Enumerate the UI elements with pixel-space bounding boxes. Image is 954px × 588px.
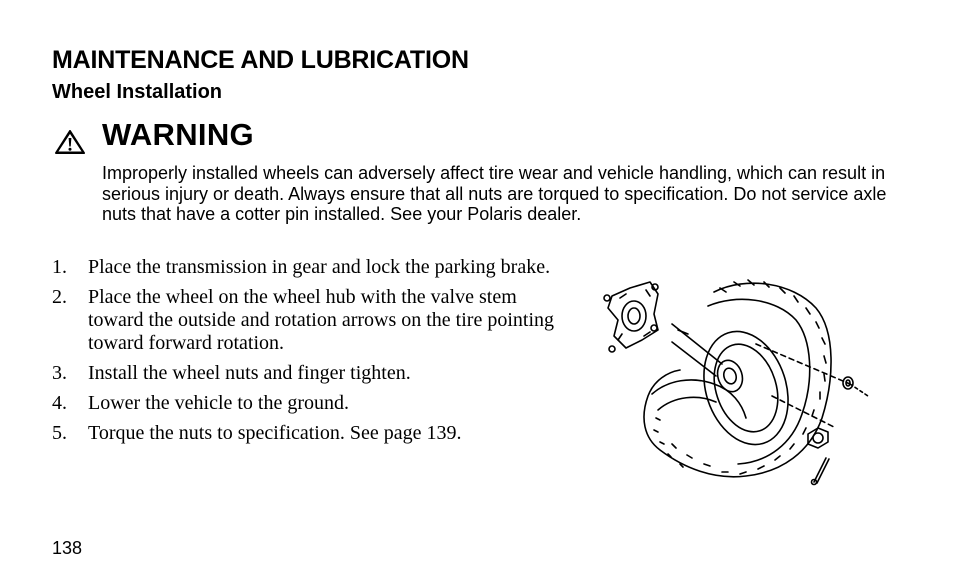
step-text: Lower the vehicle to the ground.	[88, 392, 350, 414]
step-number: 3.	[52, 362, 67, 384]
step-number: 2.	[52, 286, 67, 308]
list-item	[52, 362, 562, 385]
step-number: 4.	[52, 392, 67, 414]
warning-triangle-icon	[55, 130, 85, 154]
section-title: MAINTENANCE AND LUBRICATION	[52, 46, 469, 74]
step-text: Place the transmission in gear and lock the parking brake.	[88, 256, 551, 278]
axle-nut	[808, 428, 828, 448]
list-item	[52, 422, 562, 445]
cotter-pin	[812, 458, 830, 485]
step-text: Torque the nuts to specification. See page 139.	[88, 422, 462, 444]
subsection-title: Wheel Installation	[52, 81, 223, 103]
step-text: Install the wheel nuts and finger tighten.	[88, 362, 411, 384]
step-number: 5.	[52, 422, 67, 444]
list-item	[52, 286, 562, 355]
warning-text: Improperly installed wheels can adversely affect tire wear and vehicle handling, which can result in serious injury or death. Always ensure that all nuts are torqued to specification. Do not service axle nuts that have a cotter pin installed. See your Polaris dealer.	[102, 163, 887, 224]
installation-steps	[52, 256, 562, 452]
warning-heading: WARNING	[102, 117, 254, 152]
hub-flange	[604, 282, 658, 352]
wheel-hub-illustration	[596, 268, 886, 488]
step-number: 1.	[52, 256, 67, 278]
tire	[644, 280, 831, 477]
list-item	[52, 392, 562, 415]
step-text: Place the wheel on the wheel hub with the valve stem toward the outside and rotation arrows on the tire pointing toward forward rotation.	[88, 286, 555, 354]
page-number: 138	[52, 538, 83, 558]
list-item	[52, 256, 562, 279]
